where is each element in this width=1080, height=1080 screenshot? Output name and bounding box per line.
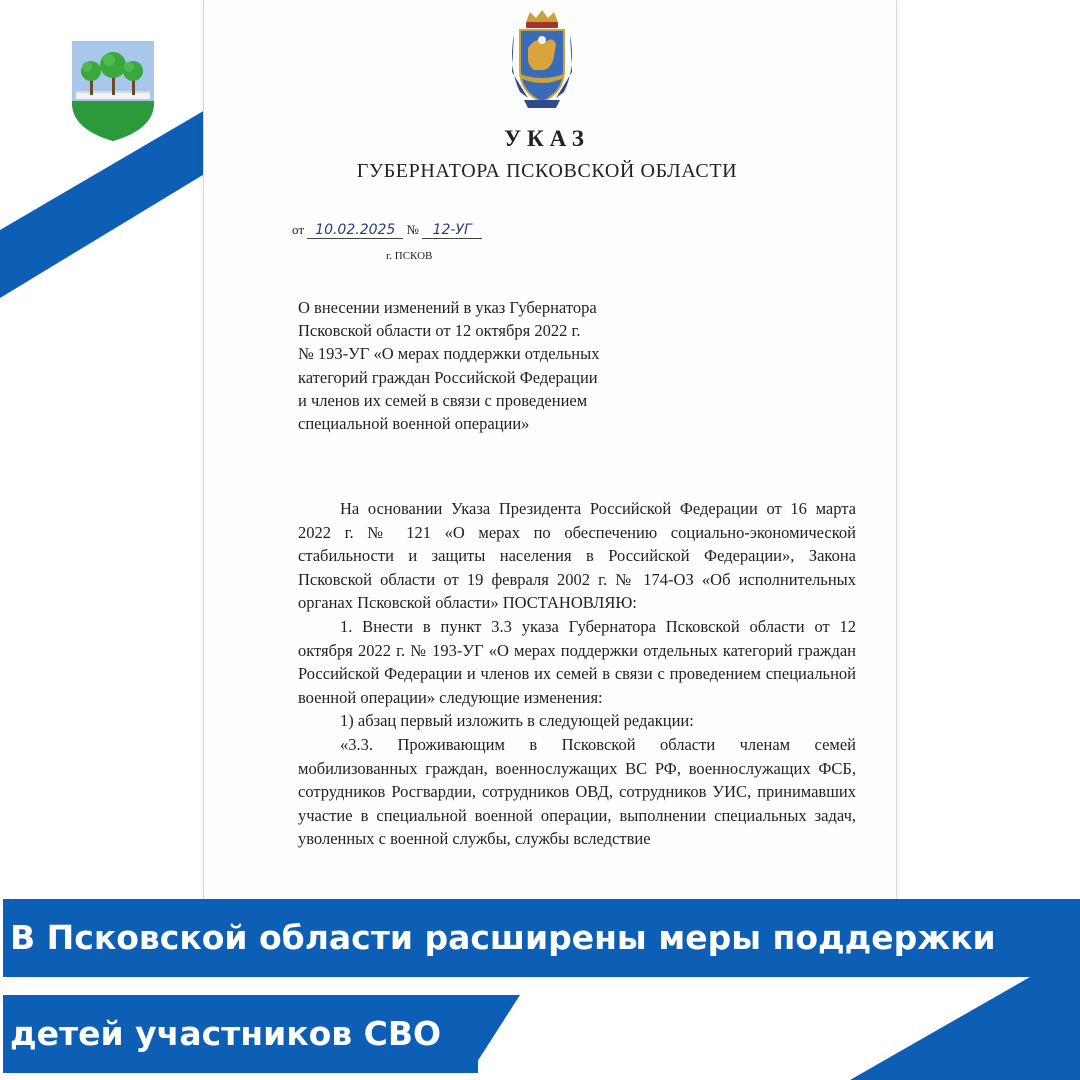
date-prefix: от [292,222,305,237]
decree-subject: О внесении изменений в указ Губернатора Псковской области от 12 октября 2022 г. № 193-УГ «О мерах поддержки отдельных категорий граждан Российской Федерации и членов их семей в связи с проведением специальной военной операции» [298,298,600,434]
decree-paragraph: «3.3. Проживающим в Псковской области членам семей мобилизованных граждан, военнослужащих ВС РФ, военнослужащих ФСБ, сотрудников Росгвардии, сотрудников ОВД, сотрудников УИС, принимавших участие в специальной военной операции, выполнении специальных задач, уволенных с военной службы, службы вследствие [298,734,856,849]
decree-body [298,497,856,851]
decree-title: УКАЗ [504,126,590,151]
pskov-region-emblem-icon [506,8,578,110]
headline-line-1: В Псковской области расширены меры поддержки [3,899,1080,977]
decree-number: 12-УГ [422,222,482,239]
headline-line-2: детей участников СВО [3,995,478,1073]
decree-date-line [292,222,482,239]
decree-paragraph: На основании Указа Президента Российской Федерации от 16 марта 2022 г. № 121 «О мерах по обеспечению социально-экономической стабильности и защиты населения в Российской Федерации», Закона Псковской области от 19 февраля 2002 г. № 174-ОЗ «Об исполнительных органах Псковской области» ПОСТАНОВЛЯЮ: [298,499,856,613]
decree-date: 10.02.2025 [307,222,403,239]
decree-paragraph: 1) абзац первый изложить в следующей редакции: [340,711,694,731]
decree-paragraph: 1. Внести в пункт 3.3 указа Губернатора Псковской области от 12 октября 2022 г. № 193-УГ «О мерах поддержки отдельных категорий граждан Российской Федерации и членов их семей в связи с проведением специальной военной операции» следующие изменения: [298,616,856,707]
decree-city: г. ПСКОВ [386,250,433,262]
number-prefix: № [406,222,419,237]
decree-issuer: ГУБЕРНАТОРА ПСКОВСКОЙ ОБЛАСТИ [356,160,738,182]
